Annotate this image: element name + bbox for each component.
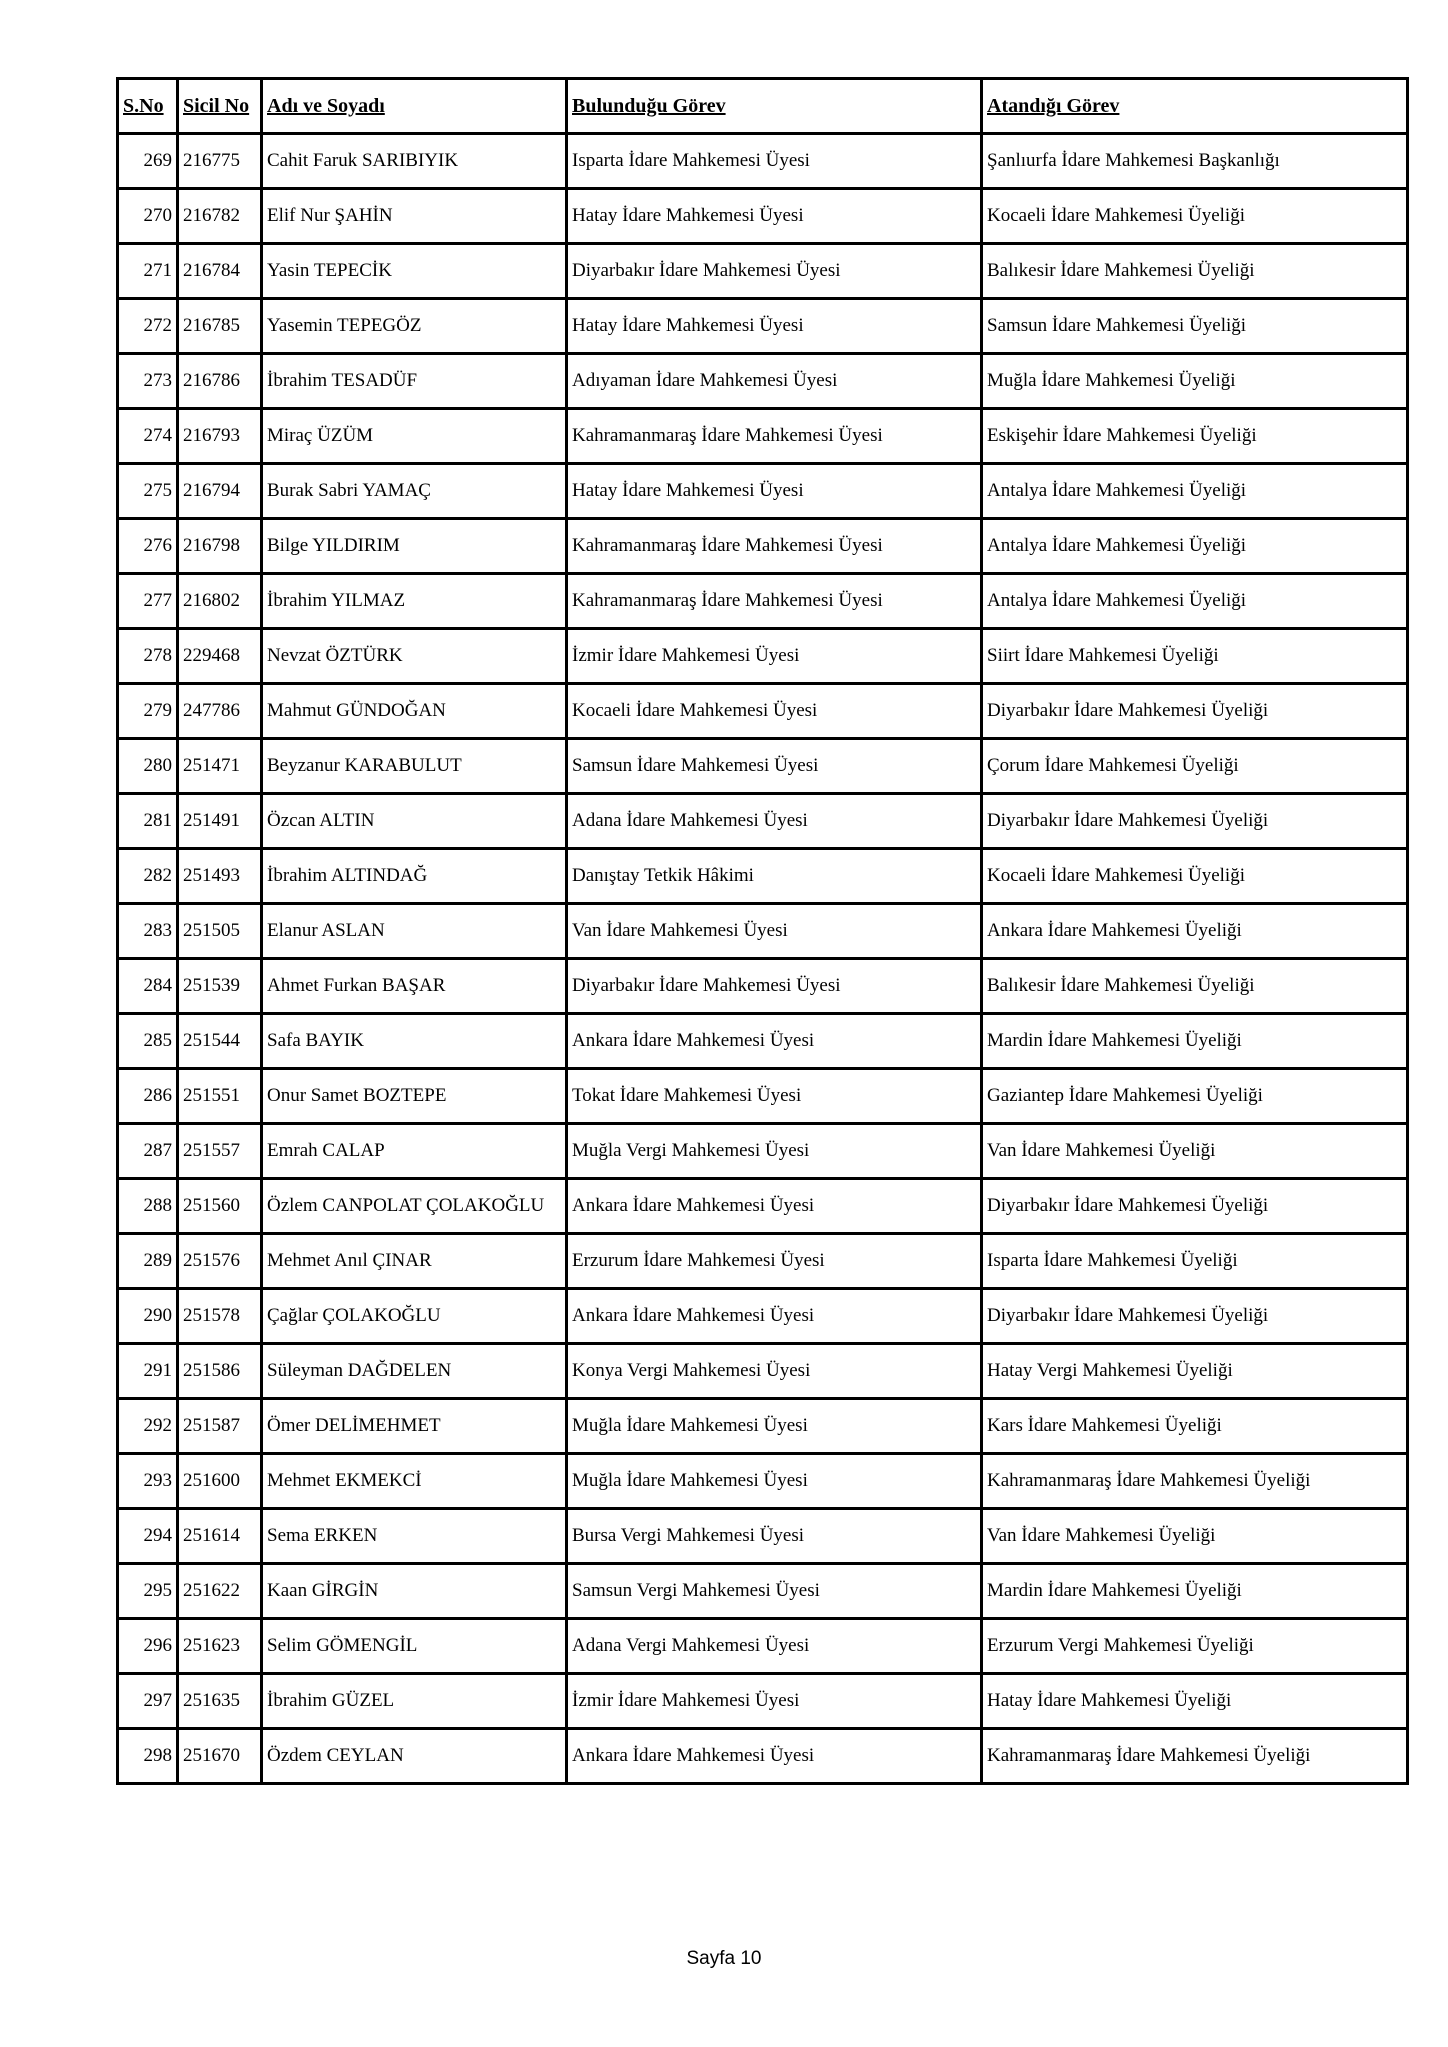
table-row — [118, 1344, 1408, 1399]
cell-sno: 270 — [118, 189, 178, 244]
cell-name: Özcan ALTIN — [262, 794, 567, 849]
cell-current-position: Kahramanmaraş İdare Mahkemesi Üyesi — [567, 409, 982, 464]
cell-name: İbrahim TESADÜF — [262, 354, 567, 409]
cell-sicil-no: 251539 — [178, 959, 262, 1014]
cell-assigned-position: Erzurum Vergi Mahkemesi Üyeliği — [982, 1619, 1408, 1674]
cell-sicil-no: 251600 — [178, 1454, 262, 1509]
cell-assigned-position: Van İdare Mahkemesi Üyeliği — [982, 1124, 1408, 1179]
cell-sicil-no: 216775 — [178, 134, 262, 189]
cell-name: Mahmut GÜNDOĞAN — [262, 684, 567, 739]
table-header-row — [118, 79, 1408, 134]
table-row — [118, 1509, 1408, 1564]
cell-name: Beyzanur KARABULUT — [262, 739, 567, 794]
cell-sno: 279 — [118, 684, 178, 739]
cell-sicil-no: 216782 — [178, 189, 262, 244]
cell-assigned-position: Şanlıurfa İdare Mahkemesi Başkanlığı — [982, 134, 1408, 189]
cell-sicil-no: 216785 — [178, 299, 262, 354]
cell-current-position: Ankara İdare Mahkemesi Üyesi — [567, 1014, 982, 1069]
table-row — [118, 739, 1408, 794]
cell-current-position: Kocaeli İdare Mahkemesi Üyesi — [567, 684, 982, 739]
cell-name: Ömer DELİMEHMET — [262, 1399, 567, 1454]
cell-sicil-no: 251471 — [178, 739, 262, 794]
cell-sicil-no: 251493 — [178, 849, 262, 904]
cell-assigned-position: Hatay Vergi Mahkemesi Üyeliği — [982, 1344, 1408, 1399]
table-row — [118, 1454, 1408, 1509]
cell-name: İbrahim ALTINDAĞ — [262, 849, 567, 904]
table-row — [118, 189, 1408, 244]
cell-sno: 282 — [118, 849, 178, 904]
cell-current-position: Adana İdare Mahkemesi Üyesi — [567, 794, 982, 849]
cell-sno: 291 — [118, 1344, 178, 1399]
cell-sno: 296 — [118, 1619, 178, 1674]
cell-sicil-no: 251551 — [178, 1069, 262, 1124]
cell-current-position: Diyarbakır İdare Mahkemesi Üyesi — [567, 959, 982, 1014]
cell-current-position: Ankara İdare Mahkemesi Üyesi — [567, 1729, 982, 1784]
cell-sicil-no: 216802 — [178, 574, 262, 629]
cell-sno: 281 — [118, 794, 178, 849]
cell-sicil-no: 251578 — [178, 1289, 262, 1344]
cell-assigned-position: Mardin İdare Mahkemesi Üyeliği — [982, 1014, 1408, 1069]
cell-assigned-position: Kocaeli İdare Mahkemesi Üyeliği — [982, 189, 1408, 244]
cell-current-position: Samsun İdare Mahkemesi Üyesi — [567, 739, 982, 794]
cell-assigned-position: Kars İdare Mahkemesi Üyeliği — [982, 1399, 1408, 1454]
cell-name: Burak Sabri YAMAÇ — [262, 464, 567, 519]
cell-name: Süleyman DAĞDELEN — [262, 1344, 567, 1399]
cell-assigned-position: Mardin İdare Mahkemesi Üyeliği — [982, 1564, 1408, 1619]
table-row — [118, 1674, 1408, 1729]
cell-current-position: Ankara İdare Mahkemesi Üyesi — [567, 1179, 982, 1234]
cell-sno: 295 — [118, 1564, 178, 1619]
cell-name: Mehmet Anıl ÇINAR — [262, 1234, 567, 1289]
cell-current-position: Kahramanmaraş İdare Mahkemesi Üyesi — [567, 519, 982, 574]
cell-sicil-no: 229468 — [178, 629, 262, 684]
cell-name: Selim GÖMENGİL — [262, 1619, 567, 1674]
cell-sno: 269 — [118, 134, 178, 189]
cell-assigned-position: Kocaeli İdare Mahkemesi Üyeliği — [982, 849, 1408, 904]
cell-name: Elif Nur ŞAHİN — [262, 189, 567, 244]
cell-current-position: Bursa Vergi Mahkemesi Üyesi — [567, 1509, 982, 1564]
table-row — [118, 354, 1408, 409]
cell-sno: 285 — [118, 1014, 178, 1069]
table-row — [118, 1179, 1408, 1234]
cell-current-position: Tokat İdare Mahkemesi Üyesi — [567, 1069, 982, 1124]
cell-assigned-position: Kahramanmaraş İdare Mahkemesi Üyeliği — [982, 1729, 1408, 1784]
cell-assigned-position: Kahramanmaraş İdare Mahkemesi Üyeliği — [982, 1454, 1408, 1509]
cell-assigned-position: Van İdare Mahkemesi Üyeliği — [982, 1509, 1408, 1564]
cell-sno: 286 — [118, 1069, 178, 1124]
cell-sno: 272 — [118, 299, 178, 354]
cell-assigned-position: Eskişehir İdare Mahkemesi Üyeliği — [982, 409, 1408, 464]
cell-current-position: Ankara İdare Mahkemesi Üyesi — [567, 1289, 982, 1344]
cell-current-position: Konya Vergi Mahkemesi Üyesi — [567, 1344, 982, 1399]
table-body — [118, 134, 1408, 1784]
table-row — [118, 409, 1408, 464]
cell-name: Emrah CALAP — [262, 1124, 567, 1179]
cell-sicil-no: 247786 — [178, 684, 262, 739]
cell-sicil-no: 251576 — [178, 1234, 262, 1289]
cell-sno: 283 — [118, 904, 178, 959]
cell-name: Yasin TEPECİK — [262, 244, 567, 299]
cell-sno: 297 — [118, 1674, 178, 1729]
cell-assigned-position: Samsun İdare Mahkemesi Üyeliği — [982, 299, 1408, 354]
header-sicil-no: Sicil No — [178, 79, 262, 134]
cell-name: Kaan GİRGİN — [262, 1564, 567, 1619]
cell-sno: 271 — [118, 244, 178, 299]
cell-sicil-no: 251505 — [178, 904, 262, 959]
cell-name: Mehmet EKMEKCİ — [262, 1454, 567, 1509]
cell-name: Sema ERKEN — [262, 1509, 567, 1564]
cell-sicil-no: 251544 — [178, 1014, 262, 1069]
cell-assigned-position: Balıkesir İdare Mahkemesi Üyeliği — [982, 959, 1408, 1014]
table-row — [118, 1069, 1408, 1124]
cell-name: Onur Samet BOZTEPE — [262, 1069, 567, 1124]
header-sno: S.No — [118, 79, 178, 134]
cell-sicil-no: 251587 — [178, 1399, 262, 1454]
cell-sicil-no: 216794 — [178, 464, 262, 519]
cell-sicil-no: 251614 — [178, 1509, 262, 1564]
cell-assigned-position: Diyarbakır İdare Mahkemesi Üyeliği — [982, 684, 1408, 739]
header-current-position: Bulunduğu Görev — [567, 79, 982, 134]
cell-assigned-position: Antalya İdare Mahkemesi Üyeliği — [982, 574, 1408, 629]
cell-current-position: Samsun Vergi Mahkemesi Üyesi — [567, 1564, 982, 1619]
cell-name: Cahit Faruk SARIBIYIK — [262, 134, 567, 189]
table-row — [118, 1014, 1408, 1069]
cell-assigned-position: Ankara İdare Mahkemesi Üyeliği — [982, 904, 1408, 959]
header-assigned-position: Atandığı Görev — [982, 79, 1408, 134]
cell-assigned-position: Gaziantep İdare Mahkemesi Üyeliği — [982, 1069, 1408, 1124]
cell-sicil-no: 216786 — [178, 354, 262, 409]
cell-name: Nevzat ÖZTÜRK — [262, 629, 567, 684]
cell-name: Özlem CANPOLAT ÇOLAKOĞLU — [262, 1179, 567, 1234]
cell-name: İbrahim GÜZEL — [262, 1674, 567, 1729]
header-name: Adı ve Soyadı — [262, 79, 567, 134]
cell-current-position: Muğla Vergi Mahkemesi Üyesi — [567, 1124, 982, 1179]
cell-sno: 288 — [118, 1179, 178, 1234]
cell-current-position: İzmir İdare Mahkemesi Üyesi — [567, 629, 982, 684]
cell-assigned-position: Antalya İdare Mahkemesi Üyeliği — [982, 464, 1408, 519]
cell-name: Bilge YILDIRIM — [262, 519, 567, 574]
table-row — [118, 299, 1408, 354]
table-row — [118, 904, 1408, 959]
cell-sicil-no: 251491 — [178, 794, 262, 849]
cell-sno: 276 — [118, 519, 178, 574]
cell-sicil-no: 251635 — [178, 1674, 262, 1729]
cell-current-position: Muğla İdare Mahkemesi Üyesi — [567, 1454, 982, 1509]
cell-current-position: Hatay İdare Mahkemesi Üyesi — [567, 189, 982, 244]
table-row — [118, 519, 1408, 574]
cell-assigned-position: Balıkesir İdare Mahkemesi Üyeliği — [982, 244, 1408, 299]
cell-assigned-position: Diyarbakır İdare Mahkemesi Üyeliği — [982, 1289, 1408, 1344]
cell-name: Yasemin TEPEGÖZ — [262, 299, 567, 354]
cell-sno: 277 — [118, 574, 178, 629]
cell-sicil-no: 251560 — [178, 1179, 262, 1234]
cell-assigned-position: Antalya İdare Mahkemesi Üyeliği — [982, 519, 1408, 574]
cell-name: Çağlar ÇOLAKOĞLU — [262, 1289, 567, 1344]
table-row — [118, 244, 1408, 299]
cell-assigned-position: Isparta İdare Mahkemesi Üyeliği — [982, 1234, 1408, 1289]
cell-current-position: Hatay İdare Mahkemesi Üyesi — [567, 299, 982, 354]
appointment-table — [116, 77, 1409, 1785]
table-row — [118, 464, 1408, 519]
page-number: Sayfa 10 — [686, 1948, 762, 1969]
cell-sicil-no: 251586 — [178, 1344, 262, 1399]
table-row — [118, 684, 1408, 739]
table-row — [118, 849, 1408, 904]
cell-name: İbrahim YILMAZ — [262, 574, 567, 629]
table-row — [118, 1234, 1408, 1289]
cell-name: Safa BAYIK — [262, 1014, 567, 1069]
cell-current-position: Van İdare Mahkemesi Üyesi — [567, 904, 982, 959]
cell-name: Özdem CEYLAN — [262, 1729, 567, 1784]
cell-current-position: Danıştay Tetkik Hâkimi — [567, 849, 982, 904]
cell-sicil-no: 251622 — [178, 1564, 262, 1619]
cell-sno: 294 — [118, 1509, 178, 1564]
table-row — [118, 1619, 1408, 1674]
cell-sicil-no: 216793 — [178, 409, 262, 464]
table-row — [118, 1729, 1408, 1784]
cell-current-position: Adana Vergi Mahkemesi Üyesi — [567, 1619, 982, 1674]
cell-sicil-no: 251557 — [178, 1124, 262, 1179]
cell-assigned-position: Diyarbakır İdare Mahkemesi Üyeliği — [982, 1179, 1408, 1234]
cell-current-position: İzmir İdare Mahkemesi Üyesi — [567, 1674, 982, 1729]
table-row — [118, 134, 1408, 189]
cell-current-position: Erzurum İdare Mahkemesi Üyesi — [567, 1234, 982, 1289]
cell-assigned-position: Hatay İdare Mahkemesi Üyeliği — [982, 1674, 1408, 1729]
cell-assigned-position: Diyarbakır İdare Mahkemesi Üyeliği — [982, 794, 1408, 849]
cell-sno: 290 — [118, 1289, 178, 1344]
cell-sicil-no: 216784 — [178, 244, 262, 299]
cell-sicil-no: 251670 — [178, 1729, 262, 1784]
cell-name: Elanur ASLAN — [262, 904, 567, 959]
table-row — [118, 1399, 1408, 1454]
cell-sno: 280 — [118, 739, 178, 794]
cell-current-position: Hatay İdare Mahkemesi Üyesi — [567, 464, 982, 519]
table-row — [118, 1564, 1408, 1619]
table-row — [118, 959, 1408, 1014]
cell-current-position: Isparta İdare Mahkemesi Üyesi — [567, 134, 982, 189]
cell-current-position: Diyarbakır İdare Mahkemesi Üyesi — [567, 244, 982, 299]
cell-current-position: Kahramanmaraş İdare Mahkemesi Üyesi — [567, 574, 982, 629]
cell-assigned-position: Çorum İdare Mahkemesi Üyeliği — [982, 739, 1408, 794]
table-row — [118, 794, 1408, 849]
cell-sno: 278 — [118, 629, 178, 684]
table-row — [118, 574, 1408, 629]
table-row — [118, 629, 1408, 684]
cell-sno: 274 — [118, 409, 178, 464]
cell-sno: 273 — [118, 354, 178, 409]
cell-sicil-no: 251623 — [178, 1619, 262, 1674]
cell-sno: 298 — [118, 1729, 178, 1784]
cell-sno: 289 — [118, 1234, 178, 1289]
cell-sno: 292 — [118, 1399, 178, 1454]
cell-assigned-position: Siirt İdare Mahkemesi Üyeliği — [982, 629, 1408, 684]
cell-sno: 293 — [118, 1454, 178, 1509]
table-row — [118, 1289, 1408, 1344]
cell-sno: 275 — [118, 464, 178, 519]
cell-sicil-no: 216798 — [178, 519, 262, 574]
cell-assigned-position: Muğla İdare Mahkemesi Üyeliği — [982, 354, 1408, 409]
cell-sno: 287 — [118, 1124, 178, 1179]
cell-current-position: Muğla İdare Mahkemesi Üyesi — [567, 1399, 982, 1454]
cell-sno: 284 — [118, 959, 178, 1014]
cell-name: Miraç ÜZÜM — [262, 409, 567, 464]
cell-name: Ahmet Furkan BAŞAR — [262, 959, 567, 1014]
cell-current-position: Adıyaman İdare Mahkemesi Üyesi — [567, 354, 982, 409]
table-row — [118, 1124, 1408, 1179]
